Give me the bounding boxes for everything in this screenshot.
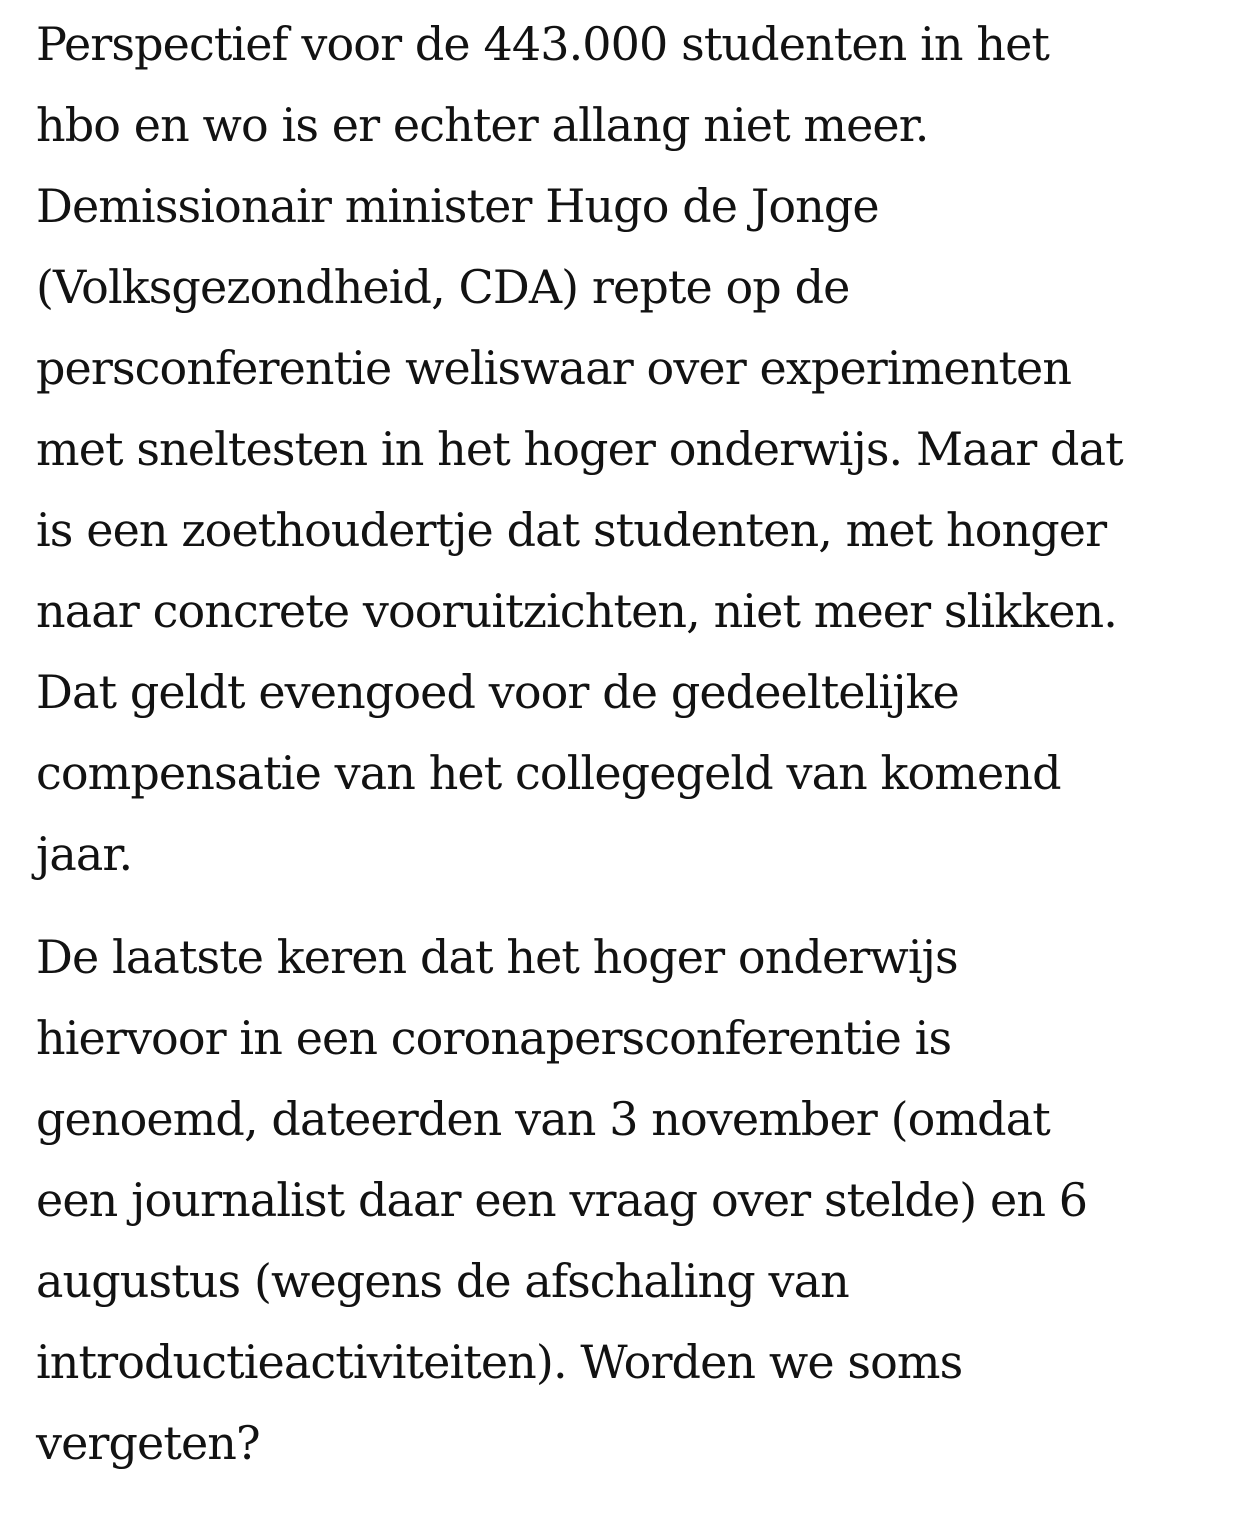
paragraph-line: (Volksgezondheid, CDA) repte op de [36, 260, 850, 314]
paragraph-line: een journalist daar een vraag over stelde) en 6 [36, 1173, 1088, 1227]
paragraph-line: hiervoor in een coronapersconferentie is [36, 1011, 952, 1065]
paragraph-line: Demissionair minister Hugo de Jonge [36, 179, 879, 233]
article-paragraph-1 [36, 4, 1206, 895]
paragraph-line: compensatie van het collegegeld van komend [36, 746, 1061, 800]
paragraph-line: De laatste keren dat het hoger onderwijs [36, 930, 958, 984]
paragraph-line: vergeten? [36, 1416, 260, 1470]
article-body [36, 4, 1206, 1484]
paragraph-line: jaar. [36, 827, 133, 881]
paragraph-line: naar concrete vooruitzichten, niet meer slikken. [36, 584, 1117, 638]
paragraph-line: Perspectief voor de 443.000 studenten in het [36, 17, 1049, 71]
paragraph-line: Dat geldt evengoed voor de gedeeltelijke [36, 665, 959, 719]
paragraph-line: introductieactiviteiten). Worden we soms [36, 1335, 963, 1389]
paragraph-line: genoemd, dateerden van 3 november (omdat [36, 1092, 1050, 1146]
paragraph-line: is een zoethoudertje dat studenten, met honger [36, 503, 1107, 557]
article-paragraph-2 [36, 917, 1206, 1484]
paragraph-line: met sneltesten in het hoger onderwijs. Maar dat [36, 422, 1123, 476]
paragraph-line: persconferentie weliswaar over experimenten [36, 341, 1072, 395]
paragraph-line: augustus (wegens de afschaling van [36, 1254, 849, 1308]
paragraph-line: hbo en wo is er echter allang niet meer. [36, 98, 929, 152]
